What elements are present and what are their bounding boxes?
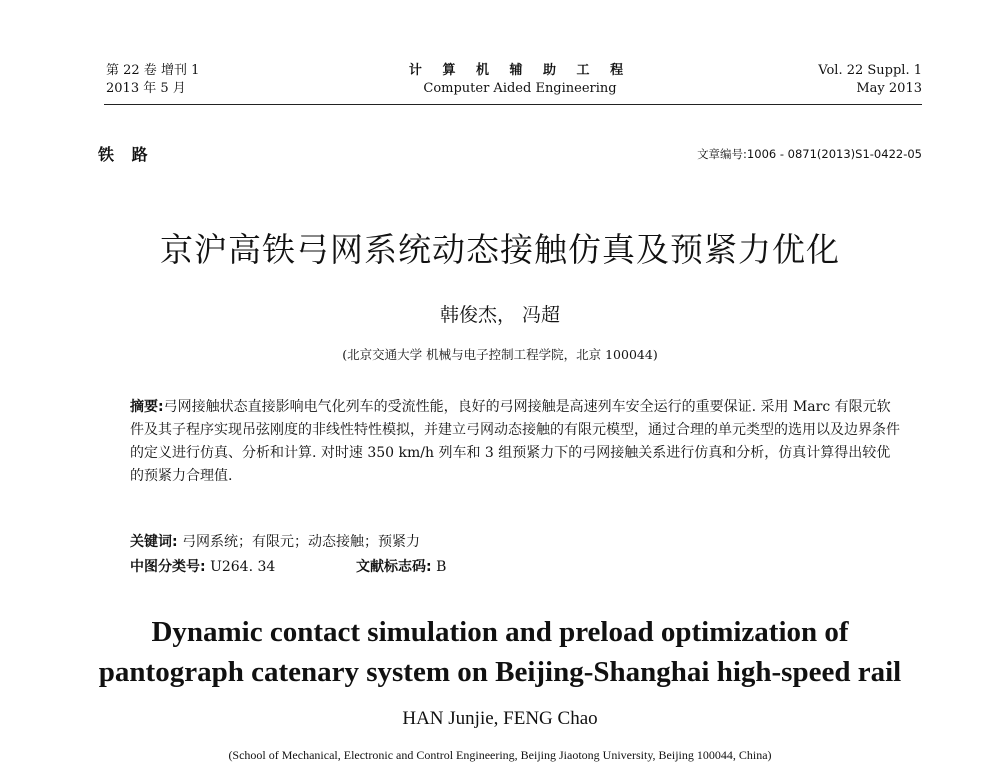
affiliation-en: (School of Mechanical, Electronic and Control Engineering, Beijing Jiaotong University, Beijing 100044, China) <box>228 748 772 762</box>
publication-date-cn: 2013 年 5 月 <box>106 81 186 96</box>
publication-date-en: May 2013 <box>856 81 922 96</box>
journal-name-cn: 计 算 机 辅 助 工 程 <box>408 63 632 78</box>
keywords <box>130 531 420 551</box>
abstract-text: 弓网接触状态直接影响电气化列车的受流性能，良好的弓网接触是高速列车安全运行的重要保证. 采用 Marc 有限元软件及其子程序实现吊弦刚度的非线性特性模拟，并建立弓网动态接触的有限元模型，通过合理的单元类型的选用以及边界条件的定义进行仿真、分析和计算. 对时速 350 km/h 列车和 3 组预紧力下的弓网接触关系进行仿真和分析，仿真计算得出较优的预紧力合理值. <box>130 399 900 484</box>
header-volume-en <box>760 62 922 98</box>
keywords-label: 关键词: <box>130 534 178 550</box>
document-code-label: 文献标志码: <box>356 559 432 575</box>
volume-issue-en: Vol. 22 Suppl. 1 <box>818 63 922 78</box>
header-volume-info <box>106 62 199 98</box>
title-en-line1: Dynamic contact simulation and preload optimization of <box>151 616 849 648</box>
classification-label: 中图分类号: <box>130 559 206 575</box>
abstract-label: 摘要: <box>130 399 164 415</box>
article-number: 文章编号:1006 - 0871(2013)S1-0422-05 <box>697 147 922 161</box>
column-label: 铁 路 <box>98 142 154 165</box>
header-journal <box>360 62 680 98</box>
title-cn: 京沪高铁弓网系统动态接触仿真及预紧力优化 <box>160 230 840 269</box>
keywords-text: 弓网系统；有限元；动态接触；预紧力 <box>182 534 421 550</box>
title-en-line2: pantograph catenary system on Beijing-Shanghai high-speed rail <box>98 656 902 688</box>
authors-en: HAN Junjie, FENG Chao <box>402 708 598 729</box>
document-code-text: B <box>436 559 447 575</box>
journal-name-en: Computer Aided Engineering <box>423 81 617 96</box>
header-rule <box>104 104 922 105</box>
abstract <box>130 396 900 488</box>
document-code <box>356 556 446 576</box>
volume-issue: 第 22 卷 增刊 1 <box>106 63 200 78</box>
authors-cn: 韩俊杰， 冯超 <box>439 304 561 326</box>
affiliation-cn: (北京交通大学 机械与电子控制工程学院，北京 100044) <box>342 347 658 362</box>
classification-text: U264. 34 <box>210 559 276 575</box>
classification <box>130 556 275 576</box>
title-en <box>60 612 940 692</box>
